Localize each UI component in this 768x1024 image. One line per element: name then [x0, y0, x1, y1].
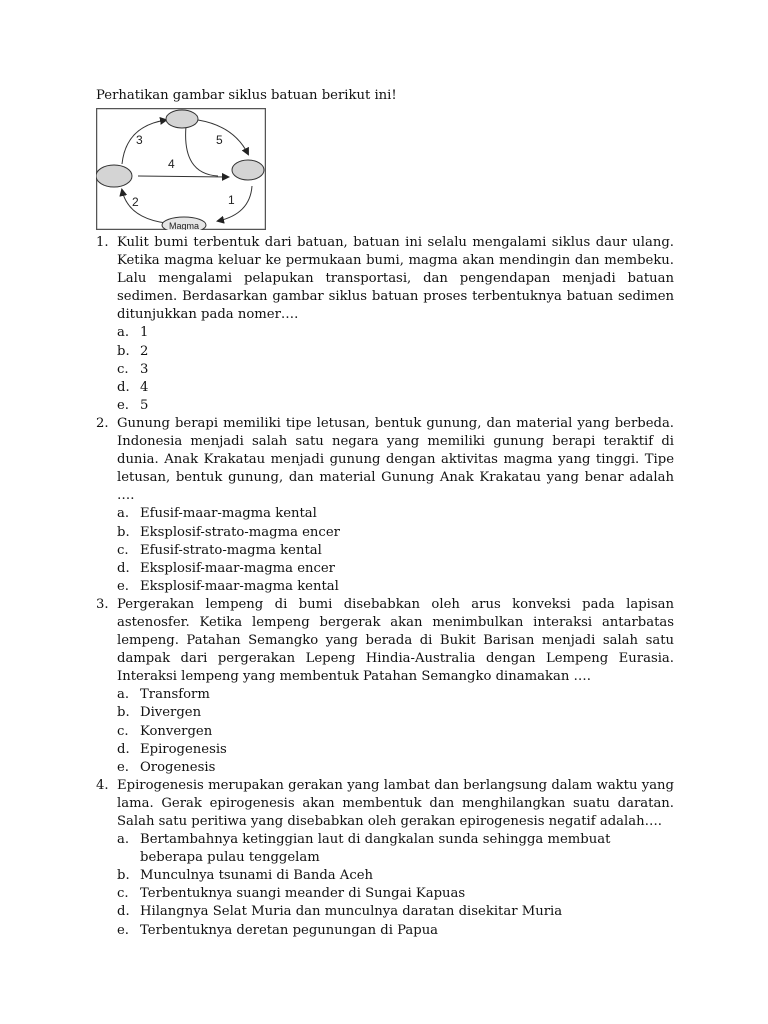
option-letter: b. [117, 524, 130, 540]
label-1: 1 [228, 193, 235, 207]
label-2: 2 [132, 195, 139, 209]
option-letter: b. [117, 868, 130, 884]
label-3: 3 [136, 133, 143, 147]
question-list [96, 234, 674, 940]
magma-label: Magma [168, 221, 200, 230]
option [117, 831, 674, 867]
option-letter: e. [117, 922, 129, 938]
option [117, 723, 674, 741]
option-letter: d. [117, 379, 130, 395]
question-text: Gunung berapi memiliki tipe letusan, bentuk gunung, dan material yang berbeda. Indonesia menjadi salah satu negara yang memiliki gunung berapi teraktif di dunia. Anak Krakatau menjadi gunung dengan aktivitas magma yang tinggi. Tipe letusan, bentuk gunung, dan material Gunung Anak Krakatau yang benar adalah …. [117, 415, 674, 504]
option [117, 741, 674, 759]
option-text: Terbentuknya deretan pegunungan di Papua [140, 922, 439, 938]
option-text: Terbentuknya suangi meander di Sungai Kapuas [140, 886, 466, 902]
option-text: Eksplosif-maar-magma encer [140, 560, 335, 576]
question-text: Kulit bumi terbentuk dari batuan, batuan ini selalu mengalami siklus daur ulang. Ketika magma keluar ke permukaan bumi, magma akan mendingin dan membeku. Lalu mengalami pelapukan transportasi, dan pengendapan menjadi batuan sedimen. Berdasarkan gambar siklus batuan proses terbentuknya batuan sedimen ditunjukkan pada nomer…. [117, 235, 674, 323]
option [117, 505, 674, 523]
option [117, 343, 674, 361]
question-number: 1. [96, 235, 109, 250]
option [117, 524, 674, 542]
option-letter: c. [117, 886, 129, 902]
option [117, 867, 674, 885]
option-text: 3 [140, 361, 149, 377]
question-number: 2. [96, 415, 109, 431]
option [117, 578, 674, 596]
option [117, 324, 674, 342]
option-text: Divergen [140, 705, 202, 721]
option-letter: e. [117, 759, 129, 775]
option [117, 560, 674, 578]
option-letter: a. [117, 506, 130, 522]
option-letter: e. [117, 578, 129, 594]
option-letter: c. [117, 723, 129, 739]
intro-text: Perhatikan gambar siklus batuan berikut ini! [96, 88, 397, 103]
option-text: Munculnya tsunami di Banda Aceh [140, 868, 374, 884]
question [96, 415, 674, 596]
option-letter: e. [117, 397, 129, 413]
option-letter: d. [117, 560, 130, 576]
option [117, 704, 674, 722]
option [117, 885, 674, 903]
question [96, 596, 674, 777]
option-letter: b. [117, 705, 130, 721]
option [117, 542, 674, 560]
option-text: Eksplosif-maar-magma kental [140, 578, 339, 594]
option [117, 759, 674, 777]
option-text: Efusif-maar-magma kental [140, 506, 317, 522]
question [96, 777, 674, 940]
question [96, 234, 674, 415]
option-text: Eksplosif-strato-magma encer [140, 524, 340, 540]
question-number: 4. [96, 777, 109, 793]
option-text: Konvergen [140, 723, 213, 739]
option-text: 4 [140, 379, 149, 395]
option-letter: a. [117, 325, 130, 341]
option-letter: c. [117, 361, 129, 377]
option [117, 397, 674, 415]
option-text: Epirogenesis [140, 741, 227, 757]
label-5: 5 [216, 133, 223, 147]
option [117, 686, 674, 704]
rock-cycle-diagram [96, 108, 266, 230]
option-text: Bertambahnya ketinggian laut di dangkalan sunda sehingga membuat beberapa pulau tenggelam [140, 832, 611, 866]
label-4: 4 [168, 157, 175, 171]
option [117, 361, 674, 379]
option-text: 1 [140, 325, 149, 341]
option-letter: a. [117, 832, 130, 848]
option-letter: a. [117, 687, 130, 703]
option-letter: b. [117, 343, 130, 359]
option-text: Efusif-strato-magma kental [140, 542, 322, 558]
option-text: 5 [140, 397, 149, 413]
option-letter: d. [117, 741, 130, 757]
option-letter: c. [117, 542, 129, 558]
option [117, 379, 674, 397]
option-text: Orogenesis [140, 759, 216, 775]
option-text: Transform [140, 687, 210, 703]
option-text: Hilangnya Selat Muria dan munculnya daratan disekitar Muria [140, 904, 563, 920]
question-text: Pergerakan lempeng di bumi disebabkan oleh arus konveksi pada lapisan astenosfer. Ketika lempeng bergerak akan menimbulkan interaksi antarbatas lempeng. Patahan Semangko yang berada di Bukit Barisan menjadi salah satu dampak dari pergerakan Lepeng Hindia-Australia dengan Lempeng Eurasia. Interaksi lempeng yang membentuk Patahan Semangko dinamakan …. [117, 596, 674, 685]
option-text: 2 [140, 343, 149, 359]
question-number: 3. [96, 596, 109, 612]
option [117, 903, 674, 921]
question-text: Epirogenesis merupakan gerakan yang lambat dan berlangsung dalam waktu yang lama. Gerak epirogenesis akan membentuk dan menghilangkan suatu daratan. Salah satu peritiwa yang disebabkan oleh gerakan epirogenesis negatif adalah…. [117, 777, 674, 829]
option [117, 922, 674, 940]
option-letter: d. [117, 904, 130, 920]
